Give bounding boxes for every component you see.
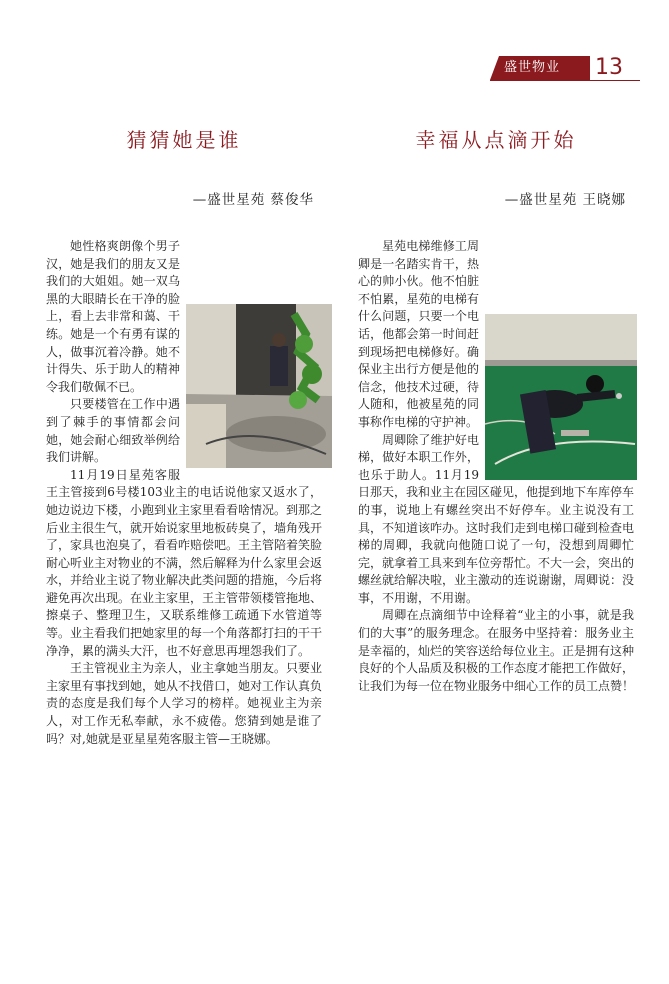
article-byline: —盛世星苑 王晓娜 [504, 192, 626, 208]
paragraph: 她性格爽朗像个男子汉，她是我们的朋友又是我们的大姐姐。她一双乌黑的大眼睛长在干净的脸上，看上去非常和蔼、干练。她是一个有勇有谋的人，做事沉着冷静。她不计得失、乐于助人的精神令我们敬佩不已。 [46, 239, 180, 394]
article-title: 猜猜她是谁 [126, 128, 242, 152]
article-title: 幸福从点滴开始 [415, 128, 577, 152]
article-byline: —盛世星苑 蔡俊华 [192, 192, 314, 208]
paragraph: 星苑电梯维修工周卿是一名踏实肯干，热心的帅小伙。他不怕脏不怕累，星苑的电梯有什么问题，只要一个电话，他都会第一时间赶到现场把电梯修好。确保业主出行方便是他的信念，他技术过硬，待人随和，他被星苑的同事称作电梯的守护神。 [358, 239, 479, 429]
article-body [46, 238, 322, 748]
article-body [358, 238, 634, 695]
header-rule [490, 80, 640, 81]
page-number: 13 [595, 55, 623, 80]
paragraph: 只要楼管在工作中遇到了棘手的事情都会问她，她会耐心细致举例给我们讲解。 [46, 397, 180, 465]
paragraph: 周卿除了维护好电梯，做好本职工作外，也乐于助人。11月19日那天，我和业主在园区碰见，他提到地下车库停车的事，说地上有螺丝突出不好停车。业主说没有工具，不知道该咋办。这时我们走到电梯口碰到检查电梯的周卿，我就向他随口说了一句，没想到周卿忙完，就拿着工具来到车位旁帮忙。不大一会，突出的螺丝就给解决啦，业主激动的连说谢谢，周卿说：没事，不用谢，不用谢。 [358, 432, 635, 605]
section-label: 盛世物业 [504, 60, 561, 75]
paragraph: 王主管视业主为亲人，业主拿她当朋友。只要业主家里有事找到她，她从不找借口，她对工作认真负责的态度是我们每个人学习的榜样。她视业主为亲人，对工作无私奉献，永不疲倦。您猜到她是谁了吗？对,她就是亚星星苑客服主管—王晓娜。 [46, 661, 323, 746]
photo-mopping-floor [186, 304, 332, 468]
paragraph: 周卿在点滴细节中诠释着“业主的小事，就是我们的大事”的服务理念。在服务中坚持着：服务业主是幸福的，灿烂的笑容送给每位业主。正是拥有这种良好的个人品质及积极的工作态度才能把工作做好，让我们为每一位在物业服务中细心工作的员工点赞！ [358, 608, 635, 693]
photo-fixing-bolt [485, 314, 637, 480]
paragraph: 11月19日星苑客服王主管接到6号楼103业主的电话说他家又返水了，她边说边下楼，小跑到业主家里看看啥情况。到那之后业主很生气，就开始说家里地板砖臭了，墙角残开了，家具也泡臭了，看看咋赔偿吧。王主管陪着笑脸耐心听业主对物业的不满，然后解释为什么家里会返水，并给业主说了物业解决此类问题的措施，今后将避免再次出现。在业主家里，王主管带领楼管拖地、擦桌子、整理卫生，又联系维修工疏通下水管道等等。业主看我们把她家里的每一个角落都打扫的干干净净，累的满头大汗，也不好意思再埋怨我们了。 [46, 467, 323, 658]
section-header [490, 56, 590, 80]
